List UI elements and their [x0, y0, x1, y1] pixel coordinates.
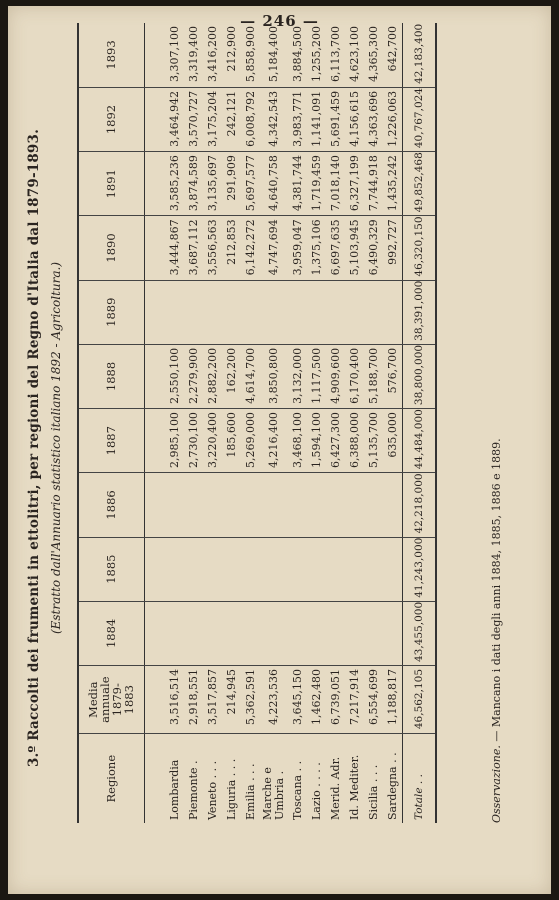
region-cell: Toscana . . — [290, 760, 304, 820]
value-cell — [184, 601, 203, 665]
footnote-label: Osservazione. — [490, 745, 503, 823]
value-cell: 3,645,150 — [288, 666, 307, 734]
value-cell — [288, 473, 307, 537]
value-cell: 3,416,200 — [203, 23, 222, 87]
value-cell: 3,132,000 — [288, 344, 307, 408]
total-value: 46,562,105 — [402, 666, 436, 734]
value-cell — [307, 473, 326, 537]
region-cell: Marche e Umbria . — [260, 767, 286, 820]
value-cell — [307, 537, 326, 601]
value-cell: 4,623,100 — [345, 23, 364, 87]
value-cell — [383, 280, 403, 344]
value-cell: 5,362,591 — [241, 666, 260, 734]
value-cell: 5,188,700 — [364, 344, 383, 408]
value-cell: 3,468,100 — [288, 409, 307, 473]
table-row — [222, 23, 241, 823]
table-row — [345, 23, 364, 823]
value-cell — [144, 473, 184, 537]
value-cell: 6,739,051 — [326, 666, 345, 734]
col-header-1890: 1890 — [78, 216, 144, 280]
value-cell: 6,388,000 — [345, 409, 364, 473]
value-cell — [260, 601, 288, 665]
total-value: 46,320,150 — [402, 216, 436, 280]
total-value: 44,484,000 — [402, 409, 436, 473]
value-cell: 6,490,329 — [364, 216, 383, 280]
table-row — [288, 23, 307, 823]
col-header-1887: 1887 — [78, 409, 144, 473]
value-cell: 3,884,500 — [288, 23, 307, 87]
region-cell: Veneto . . . — [205, 760, 219, 820]
value-cell: 6,554,699 — [364, 666, 383, 734]
region-cell: Lombardia — [167, 759, 181, 820]
value-cell: 642,700 — [383, 23, 403, 87]
value-cell — [307, 601, 326, 665]
total-label: Totale . . — [412, 774, 425, 820]
value-cell: 1,141,091 — [307, 87, 326, 151]
value-cell — [260, 280, 288, 344]
value-cell — [241, 473, 260, 537]
book-page — [8, 6, 551, 894]
table-row — [260, 23, 288, 823]
value-cell: 5,697,577 — [241, 152, 260, 216]
value-cell: 3,220,400 — [203, 409, 222, 473]
value-cell: 3,464,942 — [144, 87, 184, 151]
table-row — [383, 23, 403, 823]
region-cell: Merid. Adr. — [328, 756, 342, 820]
value-cell: 6,327,199 — [345, 152, 364, 216]
value-cell — [345, 601, 364, 665]
value-cell: 6,697,635 — [326, 216, 345, 280]
value-cell — [364, 473, 383, 537]
value-cell: 3,556,563 — [203, 216, 222, 280]
total-value: 49,852,468 — [402, 152, 436, 216]
value-cell: 3,874,589 — [184, 152, 203, 216]
table-row — [364, 23, 383, 823]
value-cell: 4,216,400 — [260, 409, 288, 473]
total-value: 42,218,000 — [402, 473, 436, 537]
value-cell — [260, 473, 288, 537]
value-cell: 5,184,400 — [260, 23, 288, 87]
value-cell — [364, 280, 383, 344]
region-cell: Sardegna . . — [385, 752, 399, 820]
region-cell: Liguria . . . — [224, 758, 238, 820]
value-cell: 291,909 — [222, 152, 241, 216]
value-cell — [184, 280, 203, 344]
wheat-harvest-table — [77, 23, 437, 823]
value-cell — [222, 280, 241, 344]
value-cell: 4,381,744 — [288, 152, 307, 216]
value-cell: 635,000 — [383, 409, 403, 473]
value-cell: 3,517,857 — [203, 666, 222, 734]
value-cell — [307, 280, 326, 344]
value-cell — [326, 280, 345, 344]
value-cell: 3,687,112 — [184, 216, 203, 280]
region-cell: Id. Mediter. — [347, 754, 361, 820]
value-cell — [184, 473, 203, 537]
total-row — [402, 23, 436, 823]
value-cell: 3,585,236 — [144, 152, 184, 216]
value-cell — [345, 473, 364, 537]
value-cell: 5,691,459 — [326, 87, 345, 151]
col-header-1891: 1891 — [78, 152, 144, 216]
value-cell — [144, 601, 184, 665]
value-cell — [241, 537, 260, 601]
footnote — [490, 23, 503, 823]
value-cell — [203, 473, 222, 537]
value-cell: 4,223,536 — [260, 666, 288, 734]
value-cell: 242,121 — [222, 87, 241, 151]
total-value: 41,243,000 — [402, 537, 436, 601]
value-cell: 3,307,100 — [144, 23, 184, 87]
value-cell: 212,900 — [222, 23, 241, 87]
value-cell: 2,882,200 — [203, 344, 222, 408]
value-cell: 5,135,700 — [364, 409, 383, 473]
table-row — [184, 23, 203, 823]
col-header-1888: 1888 — [78, 344, 144, 408]
value-cell: 5,103,945 — [345, 216, 364, 280]
value-cell — [326, 537, 345, 601]
value-cell — [364, 537, 383, 601]
value-cell: 3,983,771 — [288, 87, 307, 151]
value-cell: 3,570,727 — [184, 87, 203, 151]
value-cell: 6,008,792 — [241, 87, 260, 151]
value-cell — [345, 537, 364, 601]
col-header-1885: 1885 — [78, 537, 144, 601]
table-row — [307, 23, 326, 823]
region-cell: Emilia . . . — [243, 763, 257, 820]
table-subtitle: (Estratto dall'Annuario statistico italiano 1892 - Agricoltura.) — [49, 261, 63, 635]
col-header-1893: 1893 — [78, 23, 144, 87]
value-cell: 1,255,200 — [307, 23, 326, 87]
table-row — [326, 23, 345, 823]
value-cell: 4,156,615 — [345, 87, 364, 151]
value-cell: 4,640,758 — [260, 152, 288, 216]
region-cell: Piemonte . — [186, 760, 200, 820]
value-cell: 3,135,697 — [203, 152, 222, 216]
rotated-content — [16, 18, 530, 878]
value-cell: 6,142,272 — [241, 216, 260, 280]
page-number: — 246 — — [240, 12, 319, 30]
value-cell — [326, 473, 345, 537]
value-cell: 7,217,914 — [345, 666, 364, 734]
col-header-average: Media annuale 1879-1883 — [78, 666, 144, 734]
value-cell: 1,719,459 — [307, 152, 326, 216]
value-cell: 3,516,514 — [144, 666, 184, 734]
value-cell — [383, 537, 403, 601]
value-cell: 5,269,000 — [241, 409, 260, 473]
table-row — [203, 23, 222, 823]
table-title: 3.º Raccolti dei frumenti in ettolitri, per regioni del Regno d'Italia dal 1879-1893. — [26, 128, 42, 768]
value-cell: 214,945 — [222, 666, 241, 734]
value-cell: 2,730,100 — [184, 409, 203, 473]
value-cell — [288, 537, 307, 601]
value-cell — [383, 473, 403, 537]
value-cell: 1,594,100 — [307, 409, 326, 473]
total-value: 43,455,000 — [402, 601, 436, 665]
value-cell: 2,918,551 — [184, 666, 203, 734]
value-cell — [364, 601, 383, 665]
value-cell: 4,342,543 — [260, 87, 288, 151]
value-cell: 4,747,694 — [260, 216, 288, 280]
value-cell — [260, 537, 288, 601]
value-cell: 4,909,600 — [326, 344, 345, 408]
value-cell — [383, 601, 403, 665]
value-cell: 5,858,900 — [241, 23, 260, 87]
value-cell — [184, 537, 203, 601]
value-cell: 576,700 — [383, 344, 403, 408]
value-cell: 3,319,400 — [184, 23, 203, 87]
value-cell: 212,853 — [222, 216, 241, 280]
value-cell — [345, 280, 364, 344]
value-cell: 3,850,800 — [260, 344, 288, 408]
total-value: 40,767,024 — [402, 87, 436, 151]
value-cell — [241, 601, 260, 665]
value-cell: 162,200 — [222, 344, 241, 408]
value-cell: 1,435,242 — [383, 152, 403, 216]
value-cell — [222, 537, 241, 601]
value-cell: 2,985,100 — [144, 409, 184, 473]
value-cell: 4,363,696 — [364, 87, 383, 151]
value-cell — [144, 280, 184, 344]
total-value: 42,183,400 — [402, 23, 436, 87]
value-cell: 2,550,100 — [144, 344, 184, 408]
value-cell: 6,170,400 — [345, 344, 364, 408]
value-cell: 1,226,063 — [383, 87, 403, 151]
value-cell — [241, 280, 260, 344]
value-cell: 7,018,140 — [326, 152, 345, 216]
value-cell: 4,365,300 — [364, 23, 383, 87]
value-cell: 2,279,900 — [184, 344, 203, 408]
footnote-text: — Mancano i dati degli anni 1884, 1885, 1886 e 1889. — [490, 438, 503, 742]
value-cell — [203, 601, 222, 665]
region-cell: Sicilia . . . — [366, 764, 380, 820]
table-row — [241, 23, 260, 823]
value-cell: 1,462,480 — [307, 666, 326, 734]
value-cell — [222, 601, 241, 665]
col-header-1892: 1892 — [78, 87, 144, 151]
col-header-1889: 1889 — [78, 280, 144, 344]
value-cell — [203, 537, 222, 601]
value-cell: 1,375,106 — [307, 216, 326, 280]
value-cell — [288, 280, 307, 344]
table-body — [144, 23, 402, 823]
value-cell: 3,175,204 — [203, 87, 222, 151]
value-cell — [222, 473, 241, 537]
value-cell: 3,959,047 — [288, 216, 307, 280]
value-cell — [144, 537, 184, 601]
value-cell: 1,117,500 — [307, 344, 326, 408]
value-cell — [288, 601, 307, 665]
col-header-1886: 1886 — [78, 473, 144, 537]
total-value: 38,800,000 — [402, 344, 436, 408]
value-cell — [326, 601, 345, 665]
value-cell: 3,444,867 — [144, 216, 184, 280]
value-cell — [203, 280, 222, 344]
total-value: 38,391,000 — [402, 280, 436, 344]
value-cell: 6,113,700 — [326, 23, 345, 87]
value-cell: 7,744,918 — [364, 152, 383, 216]
header-row — [78, 23, 144, 823]
value-cell: 992,727 — [383, 216, 403, 280]
col-header-1884: 1884 — [78, 601, 144, 665]
value-cell: 185,600 — [222, 409, 241, 473]
value-cell: 1,188,817 — [383, 666, 403, 734]
table-row — [144, 23, 184, 823]
col-header-region: Regione — [104, 754, 119, 803]
value-cell: 6,427,300 — [326, 409, 345, 473]
value-cell: 4,614,700 — [241, 344, 260, 408]
region-cell: Lazio . . . . — [309, 762, 323, 820]
